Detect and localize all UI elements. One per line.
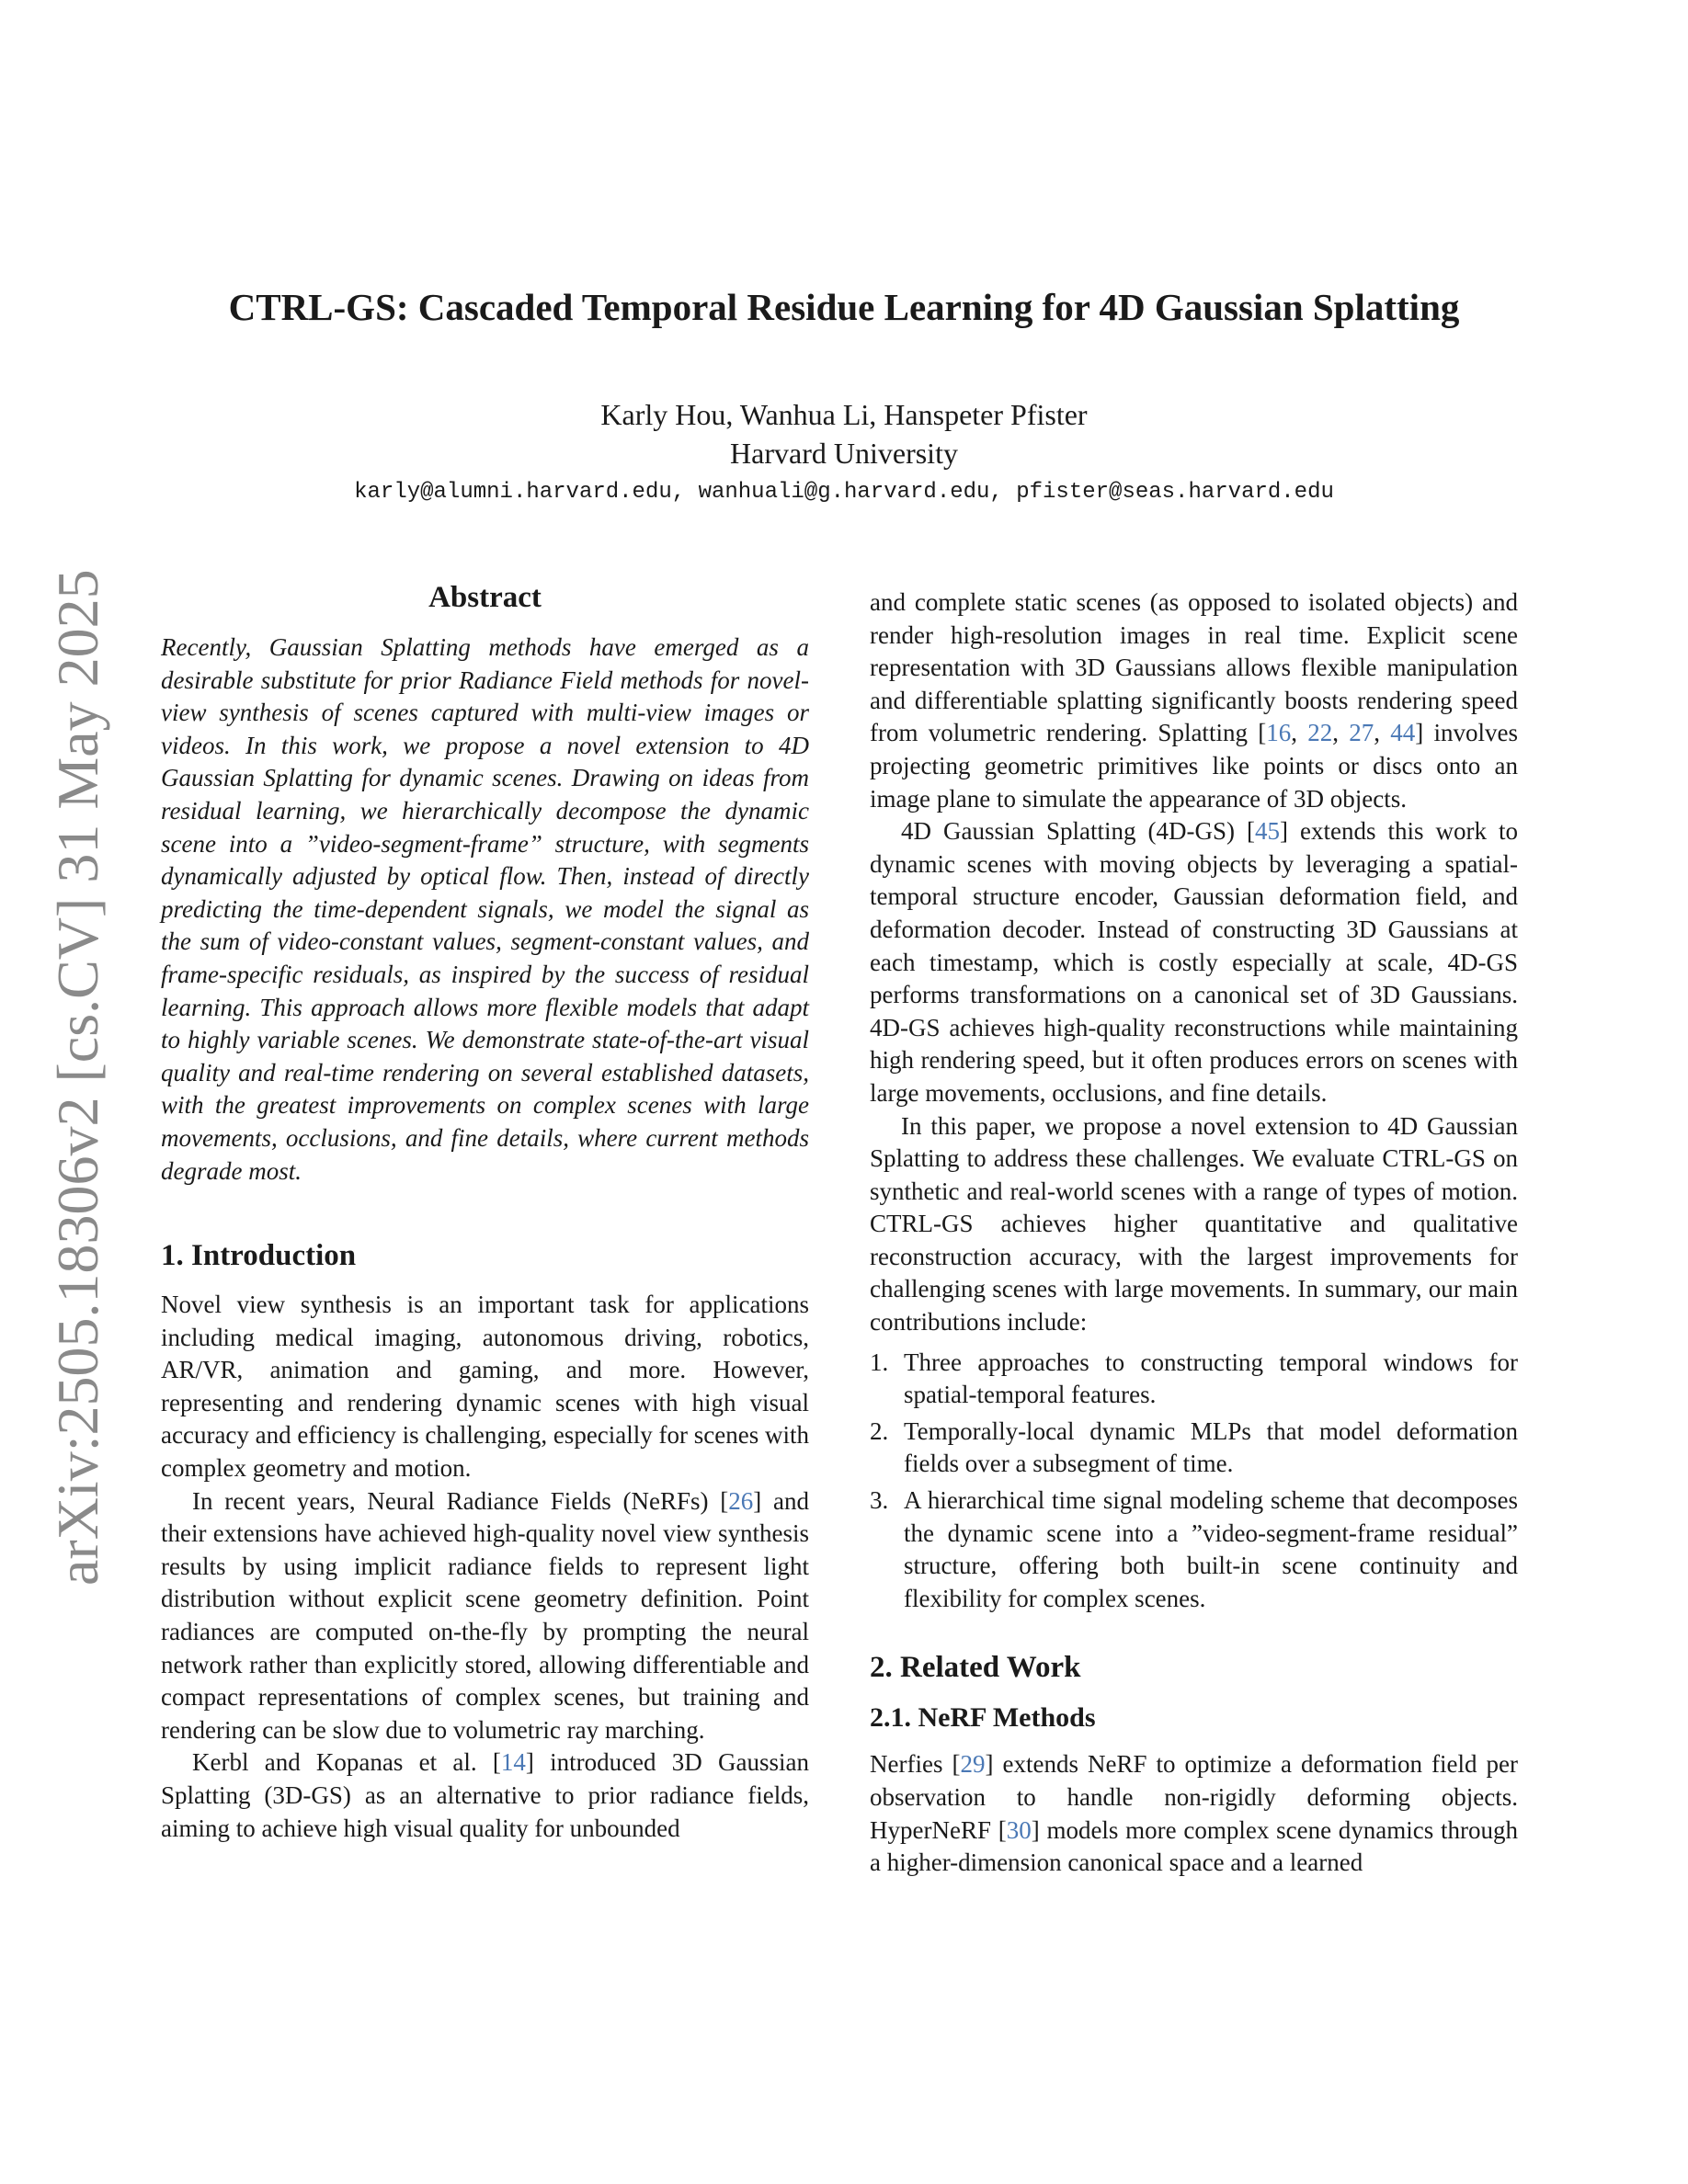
intro-paragraph-2: In recent years, Neural Radiance Fields (NeRFs) [26] and their extensions have achieved high-quality novel view synthesis results by using implicit radiance fields to represent light distribution without explicit scene geometry definition. Point radiances are computed on-the-fly by prompting the neural network rather than explicitly stored, allowing differentiable and compact representations of complex scenes, but training and rendering can be slow due to volumetric ray marching. xyxy=(161,1486,809,1744)
arxiv-stamp: arXiv:2505.18306v2 [cs.CV] 31 May 2025 xyxy=(45,569,110,1586)
intro-paragraph-3: Kerbl and Kopanas et al. [14] introduced 3D Gaussian Splatting (3D-GS) as an alternative to prior radiance fields, aiming to achieve high visual quality for unbounded xyxy=(161,1748,809,1842)
left-column xyxy=(161,579,809,1845)
citation-link[interactable]: 29 xyxy=(960,1750,986,1779)
related-paragraph-1: Nerfies [29] extends NeRF to optimize a deformation field per observation to handle non-rigidly deforming objects. HyperNeRF [30] models more complex scene dynamics through a higher-dimension canonical space and a learned xyxy=(870,1750,1519,1877)
related-work-heading: 2. Related Work xyxy=(870,1651,1081,1685)
right-column xyxy=(870,586,1518,1880)
introduction-heading: 1. Introduction xyxy=(161,1239,357,1273)
citation-link[interactable]: 16 xyxy=(1266,719,1292,747)
list-item: 1. Three approaches to constructing temporal windows for spatial-temporal features. xyxy=(870,1348,1518,1409)
citation-link[interactable]: 14 xyxy=(500,1748,526,1777)
intro-paragraph-6: In this paper, we propose a novel extension to 4D Gaussian Splatting to address these challenges. We evaluate CTRL-GS on synthetic and real-world scenes with a range of types of motion. CTRL-GS achieves higher quantitative and qualitative reconstruction accuracy, with the largest improvements for challenging scenes with large movements. In summary, our main contributions include: xyxy=(870,1111,1518,1337)
author-names: Karly Hou, Wanhua Li, Hanspeter Pfister xyxy=(600,398,1088,431)
citation-link[interactable]: 26 xyxy=(728,1486,754,1515)
author-emails: karly@alumni.harvard.edu, wanhuali@g.harvard.edu, pfister@seas.harvard.edu xyxy=(354,480,1334,505)
intro-paragraph-4: and complete static scenes (as opposed to isolated objects) and render high-resolution images in real time. Explicit scene representation with 3D Gaussians allows flexible manipulation and differentiable splatting significantly boosts rendering speed from volumetric rendering. Splatting [16, 22, 27, 44] involves projecting geometric primitives like points or discs onto an image plane to simulate the appearance of 3D objects. xyxy=(870,588,1518,813)
nerf-methods-heading: 2.1. NeRF Methods xyxy=(870,1702,1096,1734)
intro-paragraph-1: Novel view synthesis is an important task for applications including medical imaging, autonomous driving, robotics, AR/VR, animation and gaming, and more. However, representing and rendering dynamic scenes with high visual accuracy and efficiency is challenging, especially for scenes with complex geometry and motion. xyxy=(161,1291,809,1483)
citation-link[interactable]: 30 xyxy=(1006,1815,1032,1844)
abstract-text: Recently, Gaussian Splatting methods have emerged as a desirable substitute for prior Radiance Field methods for novel-view synthesis of scenes captured with multi-view images or videos. In this work, we propose a novel extension to 4D Gaussian Splatting for dynamic scenes. Drawing on ideas from residual learning, we hierarchically decompose the dynamic scene into a ”video-segment-frame” structure, with segments dynamically adjusted by optical flow. Then, instead of directly predicting the time-dependent signals, we model the signal as the sum of video-constant values, segment-constant values, and frame-specific residuals, as inspired by the success of residual learning. This approach allows more flexible models that adapt to highly variable scenes. We demonstrate state-of-the-art visual quality and real-time rendering on several established datasets, with the greatest improvements on complex scenes with large movements, occlusions, and fine details, where current methods degrade most. xyxy=(161,633,809,1185)
citation-link[interactable]: 45 xyxy=(1255,817,1280,846)
citation-link[interactable]: 44 xyxy=(1390,719,1416,747)
citation-link[interactable]: 22 xyxy=(1307,719,1333,747)
abstract-heading: Abstract xyxy=(428,581,542,614)
citation-link[interactable]: 27 xyxy=(1349,719,1374,747)
contributions-list xyxy=(870,1347,1518,1616)
paper-title: CTRL-GS: Cascaded Temporal Residue Learning for 4D Gaussian Splatting xyxy=(228,286,1460,328)
author-block xyxy=(0,395,1688,472)
intro-paragraph-5: 4D Gaussian Splatting (4D-GS) [45] extends this work to dynamic scenes with moving objects by leveraging a spatial-temporal structure encoder, Gaussian deformation field, and deformation decoder. Instead of constructing 3D Gaussians at each timestamp, which is costly especially at scale, 4D-GS performs transformations on a canonical set of 3D Gaussians. 4D-GS achieves high-quality reconstructions while maintaining high rendering speed, but it often produces errors on scenes with large movements, occlusions, and fine details. xyxy=(870,817,1518,1107)
list-item: 3. A hierarchical time signal modeling scheme that decomposes the dynamic scene into a ”video-segment-frame residual” structure, offering both built-in scene continuity and flexibility for complex scenes. xyxy=(870,1486,1518,1612)
affiliation: Harvard University xyxy=(730,437,958,470)
list-item: 2. Temporally-local dynamic MLPs that model deformation fields over a subsegment of time. xyxy=(870,1416,1518,1478)
